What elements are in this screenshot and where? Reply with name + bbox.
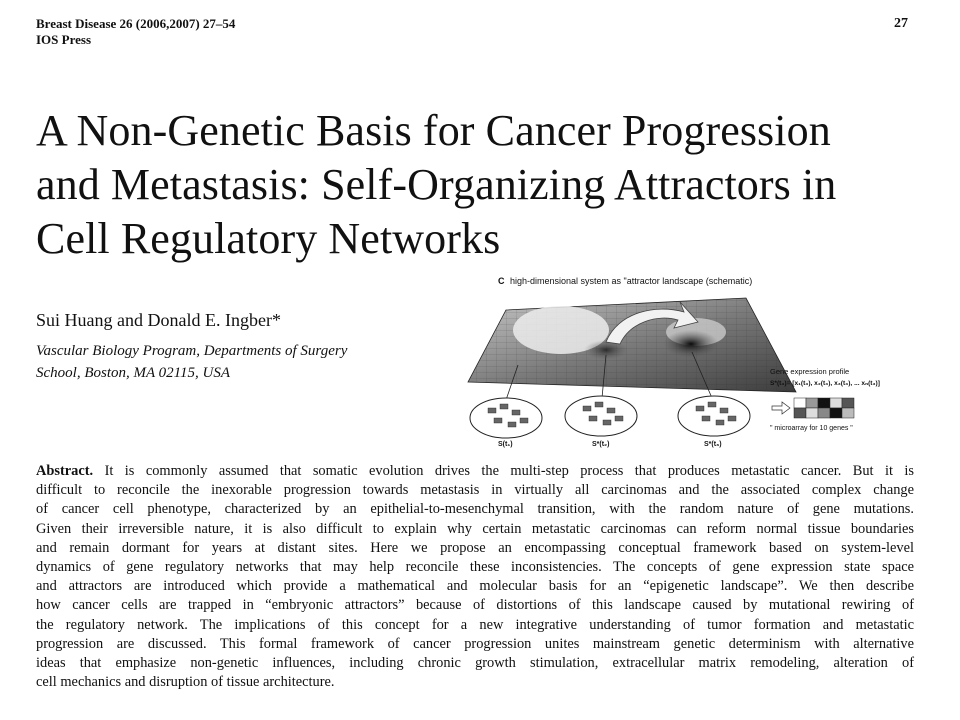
title-line: A Non-Genetic Basis for Cancer Progression — [36, 106, 831, 155]
figure-caption: high-dimensional system as "attractor landscape (schematic) — [510, 276, 753, 286]
abstract-label: Abstract. — [36, 463, 94, 479]
network-states — [470, 396, 750, 438]
profile-formula: S*(t₃)= [x₁(t₃), x₂(t₃), x₃(t₃), ... xₙ(t₃)] — [770, 380, 880, 387]
abstract-line: difficult to reconcile the inexorable progression towards metastasis in virtually all carcinomas and the associated complex change — [36, 482, 914, 499]
affiliation-line: School, Boston, MA 02115, USA — [36, 365, 231, 381]
abstract-line: cell mechanics and disruption of tissue architecture. — [36, 674, 335, 691]
abstract-line: and remain dormant for years at distant sites. Here we propose an encompassing conceptual framework based on system-level — [36, 539, 914, 556]
abstract-line — [36, 462, 914, 481]
publisher: IOS Press — [36, 32, 92, 47]
state-label: S(t₁) — [498, 441, 513, 448]
affiliation-line: Vascular Biology Program, Departments of Surgery — [36, 343, 348, 359]
authors: Sui Huang and Donald E. Ingber* — [36, 310, 281, 330]
abstract-line: progression are discussed. This formal framework of cancer progression unites mainstream genetic determinism with alternative — [36, 635, 914, 652]
microarray-label: " microarray for 10 genes " — [770, 425, 853, 432]
abstract-line: and attractors are introduced which provide a mathematical and molecular basis for an “epigenetic landscape”. We then describe — [36, 578, 914, 595]
title-line: and Metastasis: Self-Organizing Attractors in — [36, 160, 837, 209]
landscape-surface — [468, 298, 796, 392]
profile-title: Gene expression profile — [770, 367, 850, 376]
abstract-line: Given their irreversible nature, it is also difficult to explain why certain metastatic carcinomas can reform normal tissue boundaries — [36, 520, 914, 537]
abstract-line: of cancer cell phenotype, characterized by an epithelial-to-mesenchymal transition, with the random nature of gene mutations. — [36, 501, 914, 518]
panel-letter: C — [498, 276, 505, 286]
abstract-line: ideas that emphasize non-genetic influences, including chronic growth stimulation, extracellular matrix remodeling, alteration of — [36, 655, 914, 672]
state-label: S*(t₂) — [592, 441, 610, 448]
attractor-landscape-figure — [466, 270, 916, 450]
abstract-line: the regulatory network. The implications of this concept for a new integrative understanding of tumor formation and metastatic — [36, 616, 914, 633]
abstract-text: It is commonly assumed that somatic evolution drives the multi-step process that produces metastatic cancer. But it is — [93, 463, 914, 479]
abstract-line: how cancer cells are trapped in “embryonic attractors” because of distortions of this landscape caused by mutational rewiring of — [36, 597, 914, 614]
affiliation — [36, 340, 347, 384]
paper-title — [36, 104, 936, 266]
journal-citation — [36, 16, 235, 48]
abstract-line: dynamics of gene regulatory networks that may help reconcile these inconsistencies. The concepts of gene expression state space — [36, 559, 914, 576]
journal-line: Breast Disease 26 (2006,2007) 27–54 — [36, 16, 236, 31]
abstract — [36, 462, 914, 692]
state-label: S*(t₃) — [704, 441, 722, 448]
title-line: Cell Regulatory Networks — [36, 214, 501, 263]
page-number: 27 — [894, 16, 908, 31]
microarray-grid — [794, 398, 854, 418]
arrow-icon — [772, 402, 790, 414]
